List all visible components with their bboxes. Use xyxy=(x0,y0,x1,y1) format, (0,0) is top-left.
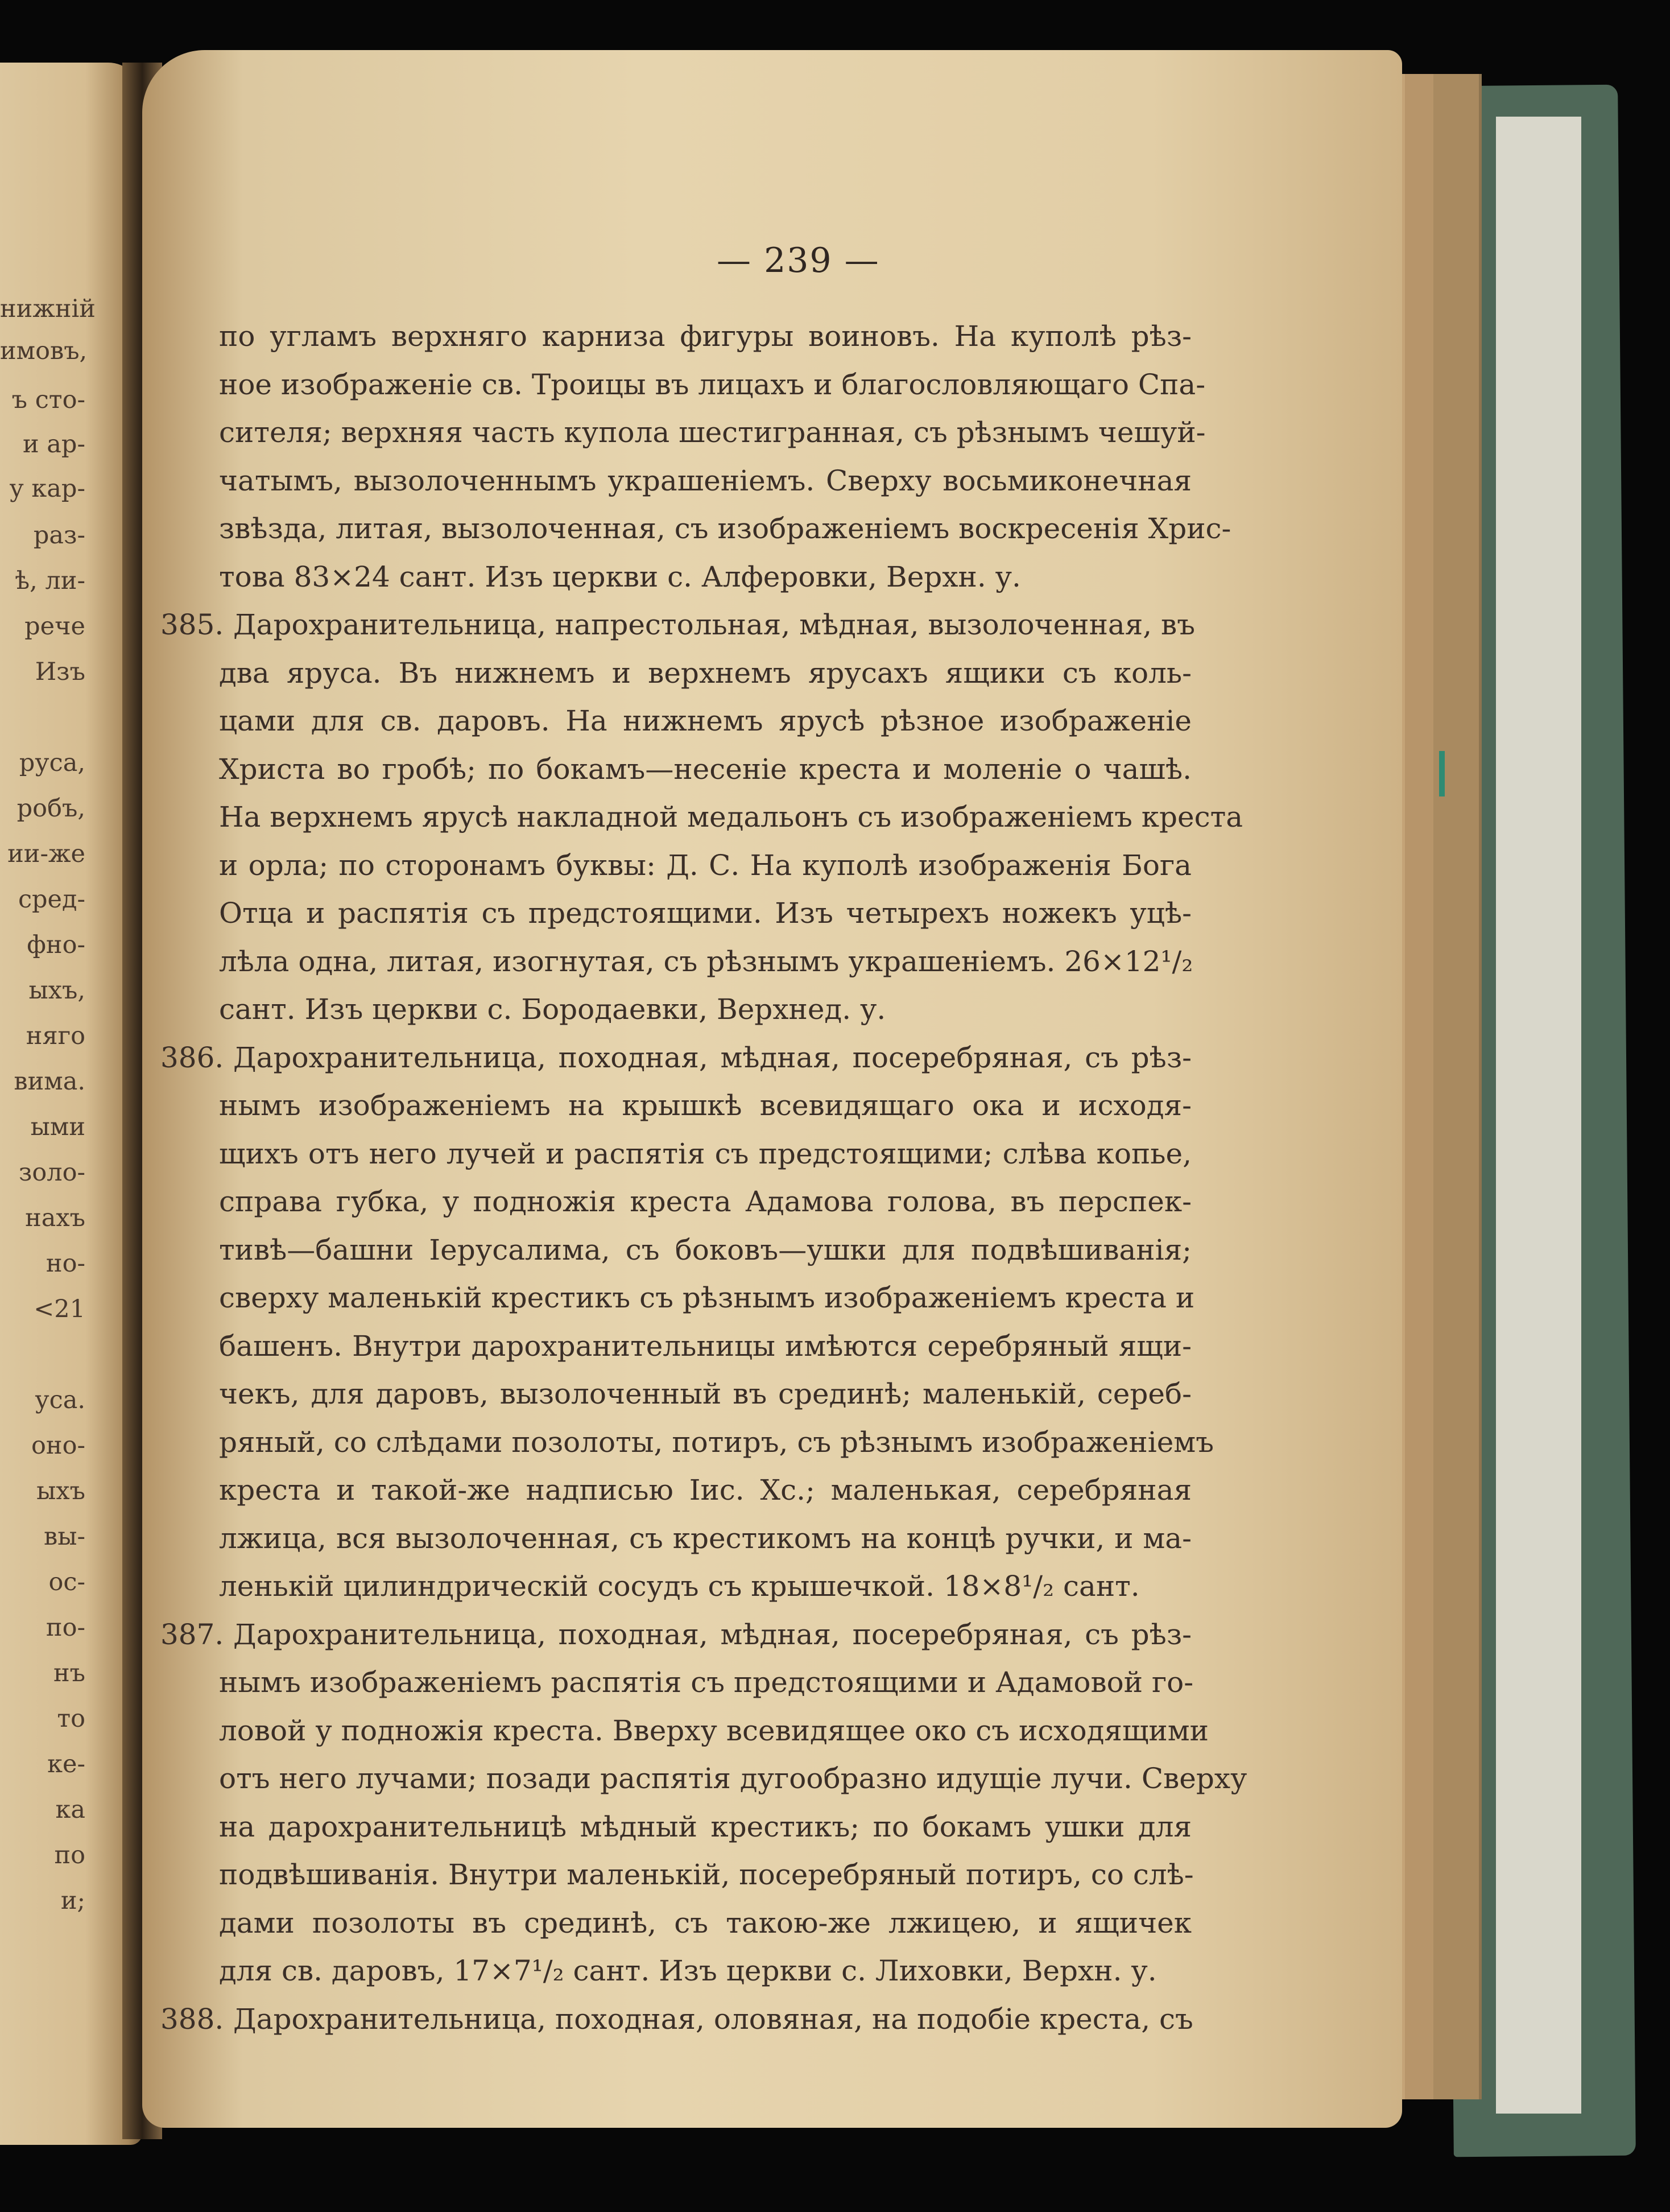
left-page-fragment: вы- xyxy=(44,1522,85,1551)
text-line: Отца и распятія съ предстоящими. Изъ четырехъ ножекъ уцѣ- xyxy=(219,897,1192,930)
left-page-fragment: ка xyxy=(55,1796,85,1824)
text-line: сверху маленькій крестикъ съ рѣзнымъ изображеніемъ креста и xyxy=(219,1281,1195,1314)
text-line: сант. Изъ церкви с. Бородаевки, Верхнед. у. xyxy=(219,993,886,1026)
text-line: на дарохранительницѣ мѣдный крестикъ; по бокамъ ушки для xyxy=(219,1810,1192,1843)
text-line: чекъ, для даровъ, вызолоченный въ срединѣ; маленькій, сереб- xyxy=(219,1377,1192,1410)
text-line: отъ него лучами; позади распятія дугообразно идущіе лучи. Сверху xyxy=(219,1762,1247,1795)
text-line: нымъ изображеніемъ распятія съ предстоящими и Адамовой го- xyxy=(219,1666,1194,1699)
left-page-fragment: вима. xyxy=(14,1067,85,1096)
left-page-fragment: робъ, xyxy=(16,794,85,823)
text-line: ное изображеніе св. Троицы въ лицахъ и благословляющаго Спа- xyxy=(219,368,1206,401)
right-page xyxy=(142,50,1402,2128)
text-line: това 83×24 сант. Изъ церкви с. Алферовки, Верхн. у. xyxy=(219,560,1021,593)
text-line: лжица, вся вызолоченная, съ крестикомъ на концѣ ручки, и ма- xyxy=(219,1521,1192,1555)
text-line: два яруса. Въ нижнемъ и верхнемъ ярусахъ ящики съ коль- xyxy=(219,656,1192,690)
text-line: для св. даровъ, 17×7¹/₂ сант. Изъ церкви с. Лиховки, Верхн. у. xyxy=(219,1954,1157,1987)
left-page-fragment: ыхъ xyxy=(36,1477,85,1505)
text-line: чатымъ, вызолоченнымъ украшеніемъ. Сверху восьмиконечная xyxy=(219,464,1192,497)
left-page-fragment: то xyxy=(57,1705,85,1733)
text-line: тивѣ—башни Іерусалима, съ боковъ—ушки для подвѣшиванія; xyxy=(219,1233,1192,1266)
left-page xyxy=(0,63,142,2145)
left-page-fragment: сред- xyxy=(18,885,85,914)
left-page-fragment: ке- xyxy=(47,1750,85,1778)
left-page-fragment: Изъ xyxy=(35,658,85,686)
left-page-fragment: ѣ, ли- xyxy=(15,567,85,595)
left-page-fragment: ии-же xyxy=(7,840,85,868)
text-line: звѣзда, литая, вызолоченная, съ изображеніемъ воскресенія Хрис- xyxy=(219,512,1231,545)
text-line: ленькій цилиндрическій сосудъ съ крышечкой. 18×8¹/₂ сант. xyxy=(219,1570,1140,1603)
page-number: — 239 — xyxy=(717,241,880,280)
entry-number: 387. xyxy=(160,1617,224,1651)
left-page-fragment: няго xyxy=(26,1022,85,1050)
left-page-fragment: у кар- xyxy=(9,474,85,503)
text-line: и орла; по сторонамъ буквы: Д. С. На куполѣ изображенія Бога xyxy=(219,848,1192,882)
left-page-fragment: уса. xyxy=(35,1386,85,1414)
left-page-fragment: имовъ, xyxy=(0,337,88,365)
left-page-fragment: нахъ xyxy=(25,1204,85,1232)
text-line: дами позолоты въ срединѣ, съ такою-же лжицею, и ящичек xyxy=(219,1906,1192,1939)
left-page-fragment: раз- xyxy=(33,521,85,550)
left-page-fragment: ъ сто- xyxy=(11,386,85,414)
left-page-fragment: нижній xyxy=(0,295,96,323)
text-line: Христа во гробѣ; по бокамъ—несеніе креста и моленіе о чашѣ. xyxy=(219,752,1192,786)
text-line: Дарохранительница, походная, мѣдная, посеребряная, съ рѣз- xyxy=(233,1041,1192,1074)
left-page-fragment: оно- xyxy=(31,1431,85,1460)
page-edges xyxy=(1433,74,1482,2099)
text-line: лѣла одна, литая, изогнутая, съ рѣзнымъ украшеніемъ. 26×12¹/₂ xyxy=(219,944,1193,978)
entry-number: 385. xyxy=(160,608,224,641)
left-page-fragment: нъ xyxy=(53,1659,85,1687)
text-line: щихъ отъ него лучей и распятія съ предстоящими; слѣва копье, xyxy=(219,1137,1192,1170)
text-line: Дарохранительница, походная, оловяная, на подобіе креста, съ xyxy=(233,2002,1193,2036)
left-page-fragment: <21 xyxy=(34,1295,85,1323)
left-page-fragment: и; xyxy=(60,1887,85,1915)
left-page-fragment: и ар- xyxy=(22,430,85,459)
text-line: Дарохранительница, походная, мѣдная, посеребряная, съ рѣз- xyxy=(233,1617,1192,1651)
left-page-fragment: руса, xyxy=(19,749,85,777)
entry-number: 386. xyxy=(160,1041,224,1074)
inserted-sheet xyxy=(1496,117,1581,2114)
left-page-fragment: золо- xyxy=(18,1158,85,1187)
text-line: креста и такой-же надписью Іис. Хс.; маленькая, серебряная xyxy=(219,1474,1192,1507)
left-page-fragment: по xyxy=(54,1841,85,1870)
left-page-fragment: фно- xyxy=(27,931,85,959)
text-line: подвѣшиванія. Внутри маленькій, посеребряный потиръ, со слѣ- xyxy=(219,1858,1194,1891)
page-stain xyxy=(1439,751,1445,797)
left-page-fragment: ыхъ, xyxy=(28,976,85,1005)
text-line: справа губка, у подножія креста Адамова голова, въ перспек- xyxy=(219,1185,1192,1218)
text-line: башенъ. Внутри дарохранительницы имѣются серебряный ящи- xyxy=(219,1329,1192,1363)
text-line: нымъ изображеніемъ на крышкѣ всевидящаго ока и исходя- xyxy=(219,1089,1192,1122)
text-line: цами для св. даровъ. На нижнемъ ярусѣ рѣзное изображеніе xyxy=(219,704,1192,737)
left-page-fragment: ос- xyxy=(48,1568,85,1596)
text-line: ряный, со слѣдами позолоты, потиръ, съ рѣзнымъ изображеніемъ xyxy=(219,1425,1214,1459)
left-page-fragment: ыми xyxy=(30,1113,85,1141)
left-page-fragment: рече xyxy=(24,612,85,641)
entry-number: 388. xyxy=(160,2002,224,2036)
text-line: ловой у подножія креста. Вверху всевидящее око съ исходящими xyxy=(219,1714,1209,1747)
text-line: Дарохранительница, напрестольная, мѣдная, вызолоченная, въ xyxy=(233,608,1196,641)
text-line: по угламъ верхняго карниза фигуры воиновъ. На куполѣ рѣз- xyxy=(219,320,1192,353)
text-line: сителя; верхняя часть купола шестигранная, съ рѣзнымъ чешуй- xyxy=(219,416,1206,449)
left-page-fragment: по- xyxy=(46,1613,85,1642)
left-page-fragment: но- xyxy=(46,1249,85,1278)
text-line: На верхнемъ ярусѣ накладной медальонъ съ изображеніемъ креста xyxy=(219,800,1243,833)
